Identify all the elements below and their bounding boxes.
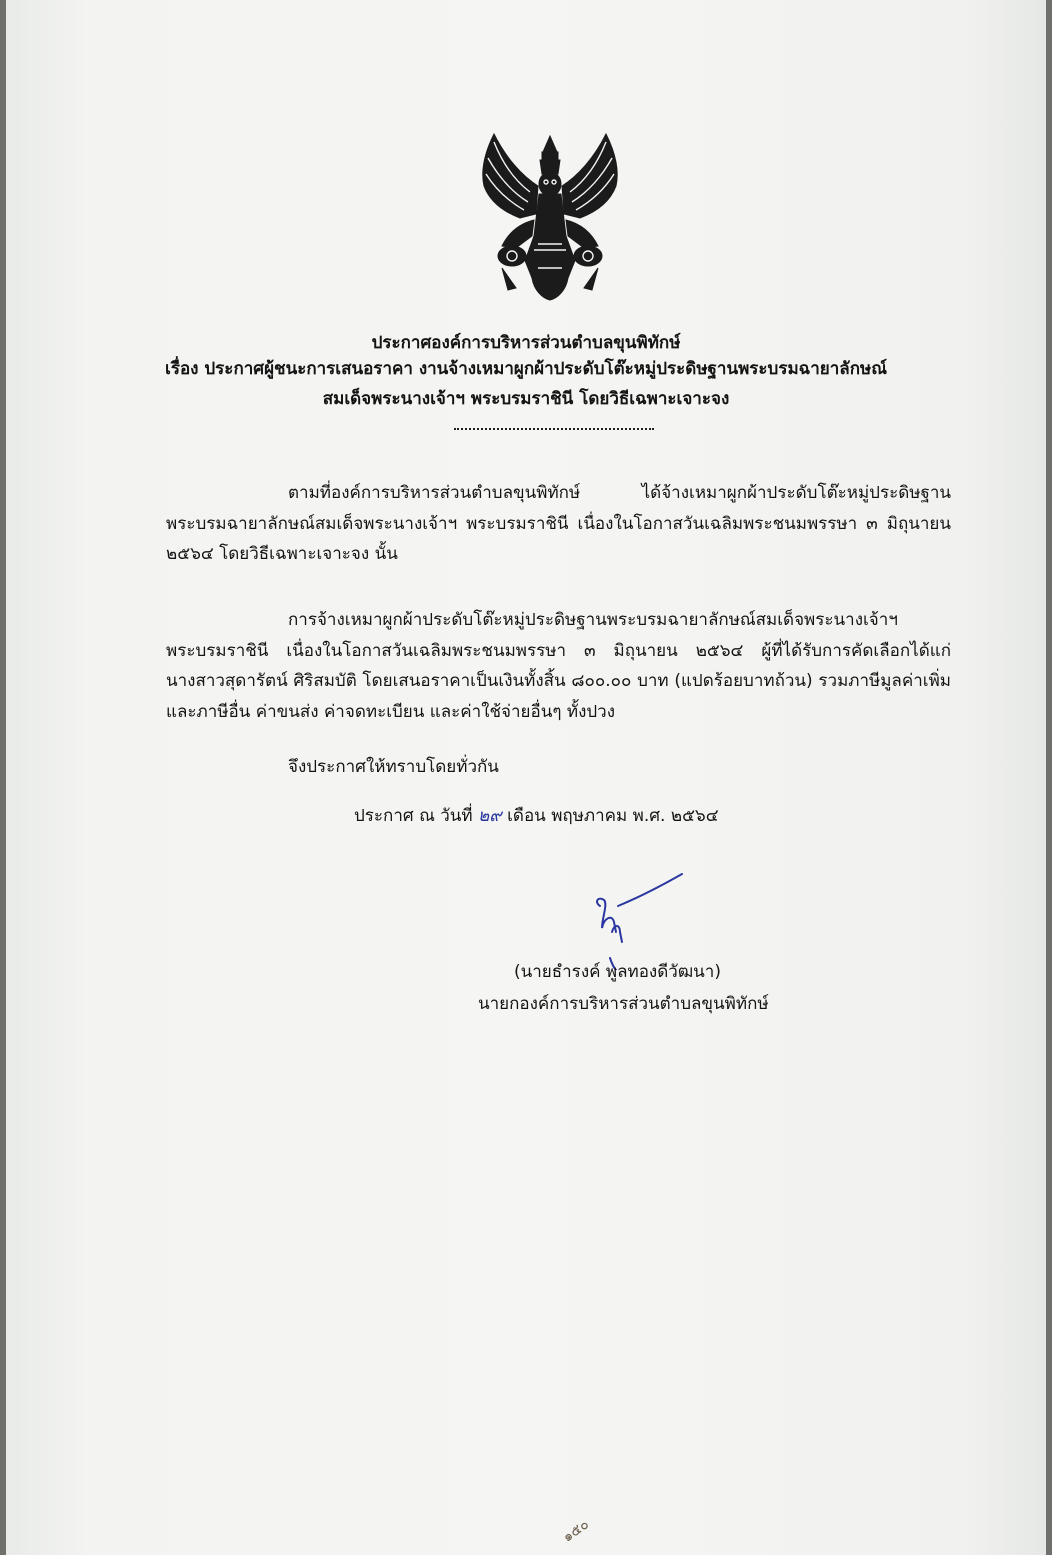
body-paragraph-1: ตามที่องค์การบริหารส่วนตำบลขุนพิทักษ์ ได้จ้างเหมาผูกผ้าประดับโต๊ะหมู่ประดิษฐาน พระบรมฉายาลักษณ์สมเด็จพระนางเจ้าฯ พระบรมราชินี เนื่องในโอกาสวันเฉลิมพระชนมพรรษา ๓ มิถุนายน ๒๕๖๔ โดยวิธีเฉพาะเจาะจง นั้น bbox=[166, 483, 951, 564]
announcement-date bbox=[354, 802, 719, 829]
date-month-year: เดือน พฤษภาคม พ.ศ. ๒๕๖๔ bbox=[507, 806, 719, 826]
garuda-emblem-icon bbox=[472, 128, 628, 304]
handwritten-signature bbox=[572, 866, 702, 970]
subject-line: เรื่อง ประกาศผู้ชนะการเสนอราคา งานจ้างเหมาผูกผ้าประดับโต๊ะหมู่ประดิษฐานพระบรมฉายาลักษณ์ bbox=[165, 359, 887, 379]
document-page bbox=[6, 0, 1046, 1555]
body-paragraph-2: การจ้างเหมาผูกผ้าประดับโต๊ะหมู่ประดิษฐานพระบรมฉายาลักษณ์สมเด็จพระนางเจ้าฯ พระบรมราชินี เนื่องในโอกาสวันเฉลิมพระชนมพรรษา ๓ มิถุนายน ๒๕๖๔ ผู้ที่ได้รับการคัดเลือกได้แก่ นางสาวสุดารัตน์ ศิริสมบัติ โดยเสนอราคาเป็นเงินทั้งสิ้น ๘๐๐.๐๐ บาท (แปดร้อยบาทถ้วน) รวมภาษีมูลค่าเพิ่มและภาษีอื่น ค่าขนส่ง ค่าจดทะเบียน และค่าใช้จ่ายอื่นๆ ทั้งปวง bbox=[166, 610, 951, 722]
page-mark: ๑๕๐ bbox=[559, 1516, 593, 1546]
signer-name: (นายธำรงค์ พูลทองดีวัฒนา) bbox=[514, 962, 721, 982]
title-separator bbox=[454, 428, 654, 430]
signer-position: นายกองค์การบริหารส่วนตำบลขุนพิทักษ์ bbox=[478, 994, 769, 1014]
subject-line-continued: สมเด็จพระนางเจ้าฯ พระบรมราชินี โดยวิธีเฉพาะเจาะจง bbox=[322, 389, 730, 409]
announcement-title: ประกาศองค์การบริหารส่วนตำบลขุนพิทักษ์ bbox=[371, 333, 681, 353]
closing-line: จึงประกาศให้ทราบโดยทั่วกัน bbox=[288, 757, 499, 777]
handwritten-day: ๒๙ bbox=[478, 806, 502, 826]
date-prefix: ประกาศ ณ วันที่ bbox=[354, 806, 473, 826]
